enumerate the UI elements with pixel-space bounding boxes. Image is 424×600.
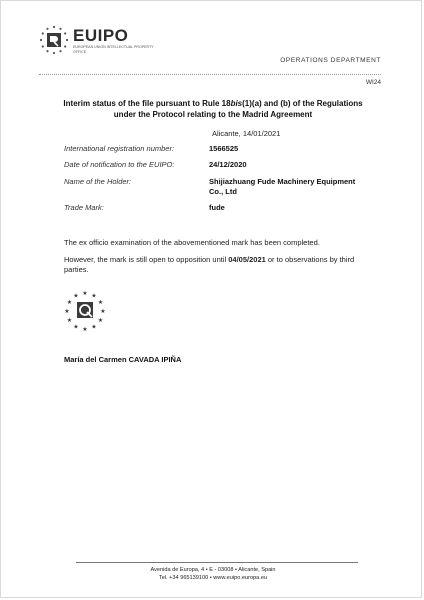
document-heading [51,99,375,120]
field-label: Date of notification to the EUIPO: [64,160,175,169]
header-divider [39,74,381,75]
svg-text:★: ★ [73,323,79,331]
paragraph-examination: The ex officio examination of the abovementioned mark has been completed. [64,238,320,247]
reference-code: WI24 [365,79,381,86]
para2-after: or to observations by third parties. [64,255,355,274]
heading-part1: Interim status of the file pursuant to Rule 18 [63,99,231,108]
paragraph-opposition [64,255,369,274]
department-label: OPERATIONS DEPARTMENT [280,57,381,64]
logo-wordmark: EUIPO [73,26,129,45]
signatory-name: María del Carmen CAVADA IPIÑA [64,355,182,364]
place-date: Alicante, 14/01/2021 [212,129,281,138]
euipo-emblem-icon [63,289,107,339]
heading-line2: under the Protocol relating to the Madrid Agreement [113,109,313,119]
field-value: Shijiazhuang Fude Machinery Equipment Co., Ltd [209,177,356,196]
euipo-logo-icon [39,25,69,55]
svg-text:★: ★ [100,308,106,315]
footer [1,566,424,582]
svg-text:★: ★ [91,292,97,300]
svg-text:★: ★ [66,299,73,306]
svg-text:★: ★ [64,308,70,315]
field-label: International registration number: [64,144,175,153]
footer-address: Avenida de Europa, 4 • E - 03008 • Alicante, Spain [150,567,276,573]
svg-text:★: ★ [97,299,104,306]
euipo-logo [39,25,159,59]
svg-text:★: ★ [91,323,97,331]
footer-divider [76,562,358,563]
heading-part2: (1)(a) and (b) of the Regulations [242,99,363,108]
para2-before: However, the mark is still open to opposition until [64,255,229,264]
logo-subtitle: EUROPEAN UNION INTELLECTUAL PROPERTY OFFICE [73,45,154,54]
footer-contact: Tel. +34 965139100 • www.euipo.europa.eu [158,575,268,581]
field-label: Trade Mark: [64,203,104,212]
svg-text:★: ★ [73,292,79,300]
svg-text:★: ★ [82,326,88,333]
field-value: 24/12/2020 [209,160,247,169]
svg-text:★: ★ [82,290,88,297]
svg-text:★: ★ [97,317,104,324]
field-value: 1566525 [209,144,239,153]
svg-text:★: ★ [66,317,73,324]
opposition-deadline: 04/05/2021 [228,255,266,264]
heading-italic: bis [230,99,243,108]
field-label: Name of the Holder: [64,177,132,186]
field-value: fude [209,203,225,212]
